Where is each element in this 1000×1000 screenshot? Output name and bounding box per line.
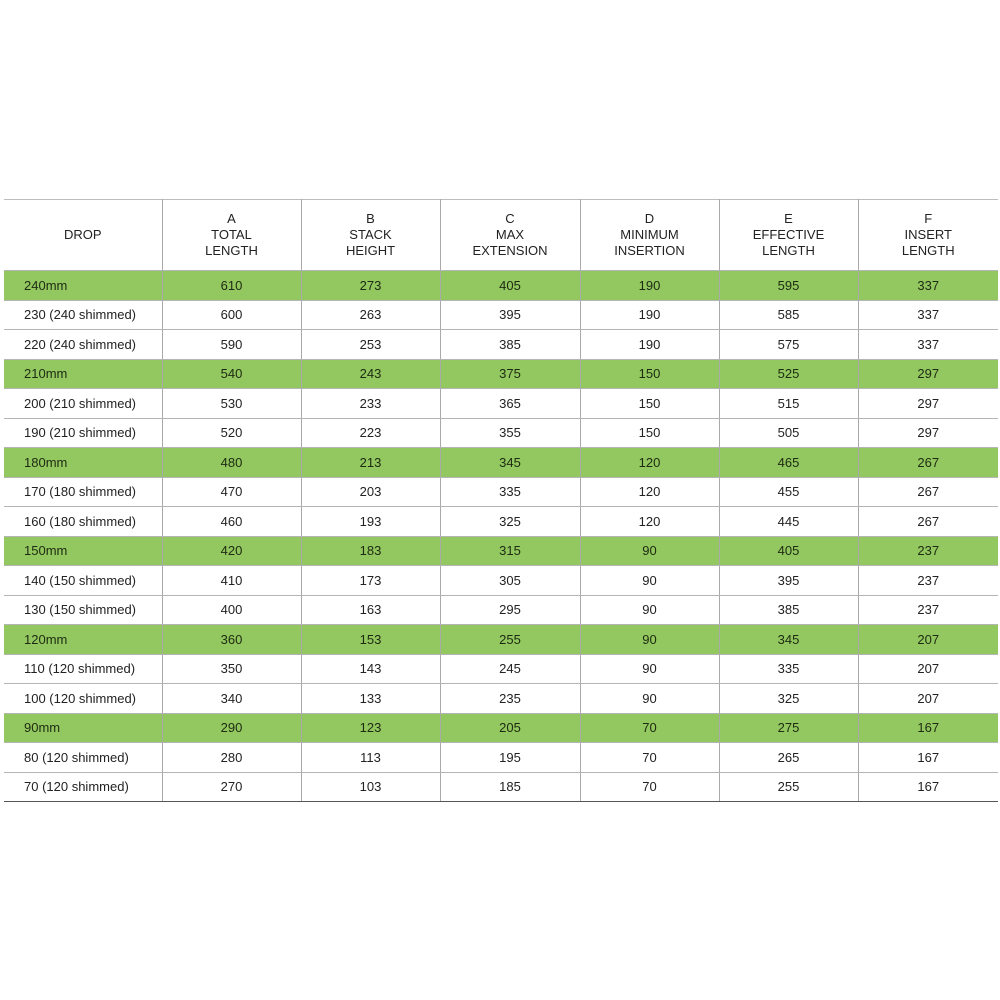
column-header-line: INSERT [904, 227, 952, 242]
drop-cell: 90mm [4, 713, 162, 743]
table-row-shimmed [4, 300, 998, 330]
value-cell: 167 [858, 772, 998, 802]
column-header-line: DROP [63, 227, 102, 242]
value-cell: 595 [719, 271, 858, 301]
value-cell: 113 [301, 743, 440, 773]
value-cell: 167 [858, 713, 998, 743]
drop-cell: 130 (150 shimmed) [4, 595, 162, 625]
value-cell: 405 [719, 536, 858, 566]
value-cell: 280 [162, 743, 301, 773]
value-cell: 515 [719, 389, 858, 419]
value-cell: 133 [301, 684, 440, 714]
column-header-line: A [227, 211, 236, 226]
value-cell: 120 [580, 477, 719, 507]
value-cell: 267 [858, 507, 998, 537]
drop-cell: 100 (120 shimmed) [4, 684, 162, 714]
column-header-line: STACK [349, 227, 392, 242]
value-cell: 213 [301, 448, 440, 478]
value-cell: 195 [440, 743, 580, 773]
value-cell: 600 [162, 300, 301, 330]
column-header-line: MAX [495, 227, 525, 242]
value-cell: 237 [858, 566, 998, 596]
value-cell: 70 [580, 713, 719, 743]
value-cell: 120 [580, 507, 719, 537]
dropper-post-size-table-container [4, 199, 998, 802]
value-cell: 360 [162, 625, 301, 655]
value-cell: 90 [580, 625, 719, 655]
table-body [4, 271, 998, 802]
table-row-major [4, 359, 998, 389]
column-header-line: EXTENSION [472, 243, 548, 258]
drop-cell: 210mm [4, 359, 162, 389]
value-cell: 253 [301, 330, 440, 360]
value-cell: 325 [719, 684, 858, 714]
column-header-line: B [366, 211, 375, 226]
value-cell: 405 [440, 271, 580, 301]
table-row-shimmed [4, 418, 998, 448]
table-row-major [4, 271, 998, 301]
table-row-shimmed [4, 477, 998, 507]
value-cell: 530 [162, 389, 301, 419]
value-cell: 203 [301, 477, 440, 507]
table-row-shimmed [4, 330, 998, 360]
value-cell: 263 [301, 300, 440, 330]
value-cell: 265 [719, 743, 858, 773]
column-header-line: LENGTH [205, 243, 258, 258]
value-cell: 297 [858, 389, 998, 419]
column-header-line: C [505, 211, 515, 226]
value-cell: 520 [162, 418, 301, 448]
value-cell: 233 [301, 389, 440, 419]
value-cell: 70 [580, 743, 719, 773]
column-header-line: EFFECTIVE [752, 227, 825, 242]
value-cell: 223 [301, 418, 440, 448]
value-cell: 325 [440, 507, 580, 537]
table-row-shimmed [4, 684, 998, 714]
drop-cell: 110 (120 shimmed) [4, 654, 162, 684]
drop-cell: 80 (120 shimmed) [4, 743, 162, 773]
drop-cell: 240mm [4, 271, 162, 301]
value-cell: 585 [719, 300, 858, 330]
value-cell: 90 [580, 595, 719, 625]
value-cell: 400 [162, 595, 301, 625]
value-cell: 120 [580, 448, 719, 478]
value-cell: 340 [162, 684, 301, 714]
value-cell: 270 [162, 772, 301, 802]
value-cell: 480 [162, 448, 301, 478]
value-cell: 163 [301, 595, 440, 625]
column-header-line: LENGTH [901, 243, 955, 258]
table-row-major [4, 448, 998, 478]
table-row-major [4, 713, 998, 743]
value-cell: 173 [301, 566, 440, 596]
drop-cell: 160 (180 shimmed) [4, 507, 162, 537]
table-header [4, 200, 998, 271]
column-header [858, 200, 998, 271]
value-cell: 590 [162, 330, 301, 360]
drop-cell: 220 (240 shimmed) [4, 330, 162, 360]
header-row [4, 200, 998, 271]
value-cell: 525 [719, 359, 858, 389]
value-cell: 153 [301, 625, 440, 655]
value-cell: 150 [580, 359, 719, 389]
value-cell: 337 [858, 271, 998, 301]
value-cell: 150 [580, 418, 719, 448]
value-cell: 70 [580, 772, 719, 802]
drop-cell: 180mm [4, 448, 162, 478]
value-cell: 305 [440, 566, 580, 596]
value-cell: 237 [858, 595, 998, 625]
value-cell: 123 [301, 713, 440, 743]
value-cell: 420 [162, 536, 301, 566]
value-cell: 255 [719, 772, 858, 802]
table-row-shimmed [4, 389, 998, 419]
value-cell: 610 [162, 271, 301, 301]
table-row-major [4, 536, 998, 566]
value-cell: 365 [440, 389, 580, 419]
value-cell: 185 [440, 772, 580, 802]
value-cell: 255 [440, 625, 580, 655]
value-cell: 143 [301, 654, 440, 684]
value-cell: 410 [162, 566, 301, 596]
column-header-line: INSERTION [614, 243, 685, 258]
column-header [440, 200, 580, 271]
value-cell: 237 [858, 536, 998, 566]
value-cell: 315 [440, 536, 580, 566]
value-cell: 297 [858, 418, 998, 448]
value-cell: 395 [719, 566, 858, 596]
value-cell: 103 [301, 772, 440, 802]
value-cell: 540 [162, 359, 301, 389]
table-row-shimmed [4, 566, 998, 596]
value-cell: 207 [858, 654, 998, 684]
value-cell: 350 [162, 654, 301, 684]
value-cell: 335 [440, 477, 580, 507]
value-cell: 455 [719, 477, 858, 507]
value-cell: 245 [440, 654, 580, 684]
value-cell: 267 [858, 448, 998, 478]
column-header-line: F [924, 211, 933, 226]
value-cell: 290 [162, 713, 301, 743]
value-cell: 267 [858, 477, 998, 507]
value-cell: 90 [580, 536, 719, 566]
value-cell: 205 [440, 713, 580, 743]
value-cell: 460 [162, 507, 301, 537]
value-cell: 355 [440, 418, 580, 448]
column-header [4, 200, 162, 271]
value-cell: 243 [301, 359, 440, 389]
value-cell: 345 [719, 625, 858, 655]
value-cell: 190 [580, 271, 719, 301]
value-cell: 235 [440, 684, 580, 714]
column-header-line: D [644, 211, 655, 226]
drop-cell: 70 (120 shimmed) [4, 772, 162, 802]
value-cell: 337 [858, 330, 998, 360]
value-cell: 375 [440, 359, 580, 389]
table-row-shimmed [4, 743, 998, 773]
drop-cell: 140 (150 shimmed) [4, 566, 162, 596]
table-row-shimmed [4, 772, 998, 802]
column-header-line: MINIMUM [620, 227, 679, 242]
column-header-line: E [784, 211, 793, 226]
value-cell: 190 [580, 330, 719, 360]
value-cell: 295 [440, 595, 580, 625]
drop-cell: 120mm [4, 625, 162, 655]
value-cell: 273 [301, 271, 440, 301]
value-cell: 150 [580, 389, 719, 419]
column-header [162, 200, 301, 271]
drop-cell: 190 (210 shimmed) [4, 418, 162, 448]
value-cell: 190 [580, 300, 719, 330]
value-cell: 337 [858, 300, 998, 330]
table-row-major [4, 625, 998, 655]
drop-cell: 230 (240 shimmed) [4, 300, 162, 330]
table-row-shimmed [4, 654, 998, 684]
column-header [301, 200, 440, 271]
value-cell: 465 [719, 448, 858, 478]
column-header-line: HEIGHT [345, 243, 396, 258]
value-cell: 445 [719, 507, 858, 537]
table-row-shimmed [4, 595, 998, 625]
column-header-line: LENGTH [762, 243, 815, 258]
value-cell: 297 [858, 359, 998, 389]
value-cell: 207 [858, 625, 998, 655]
value-cell: 470 [162, 477, 301, 507]
table-row-shimmed [4, 507, 998, 537]
value-cell: 275 [719, 713, 858, 743]
value-cell: 575 [719, 330, 858, 360]
column-header [719, 200, 858, 271]
column-header-line: TOTAL [211, 227, 252, 242]
drop-cell: 170 (180 shimmed) [4, 477, 162, 507]
value-cell: 345 [440, 448, 580, 478]
value-cell: 90 [580, 654, 719, 684]
value-cell: 90 [580, 684, 719, 714]
drop-cell: 150mm [4, 536, 162, 566]
column-header [580, 200, 719, 271]
value-cell: 193 [301, 507, 440, 537]
dropper-post-size-table [4, 199, 998, 802]
value-cell: 167 [858, 743, 998, 773]
drop-cell: 200 (210 shimmed) [4, 389, 162, 419]
value-cell: 505 [719, 418, 858, 448]
value-cell: 183 [301, 536, 440, 566]
value-cell: 385 [440, 330, 580, 360]
value-cell: 90 [580, 566, 719, 596]
value-cell: 207 [858, 684, 998, 714]
value-cell: 385 [719, 595, 858, 625]
value-cell: 395 [440, 300, 580, 330]
value-cell: 335 [719, 654, 858, 684]
